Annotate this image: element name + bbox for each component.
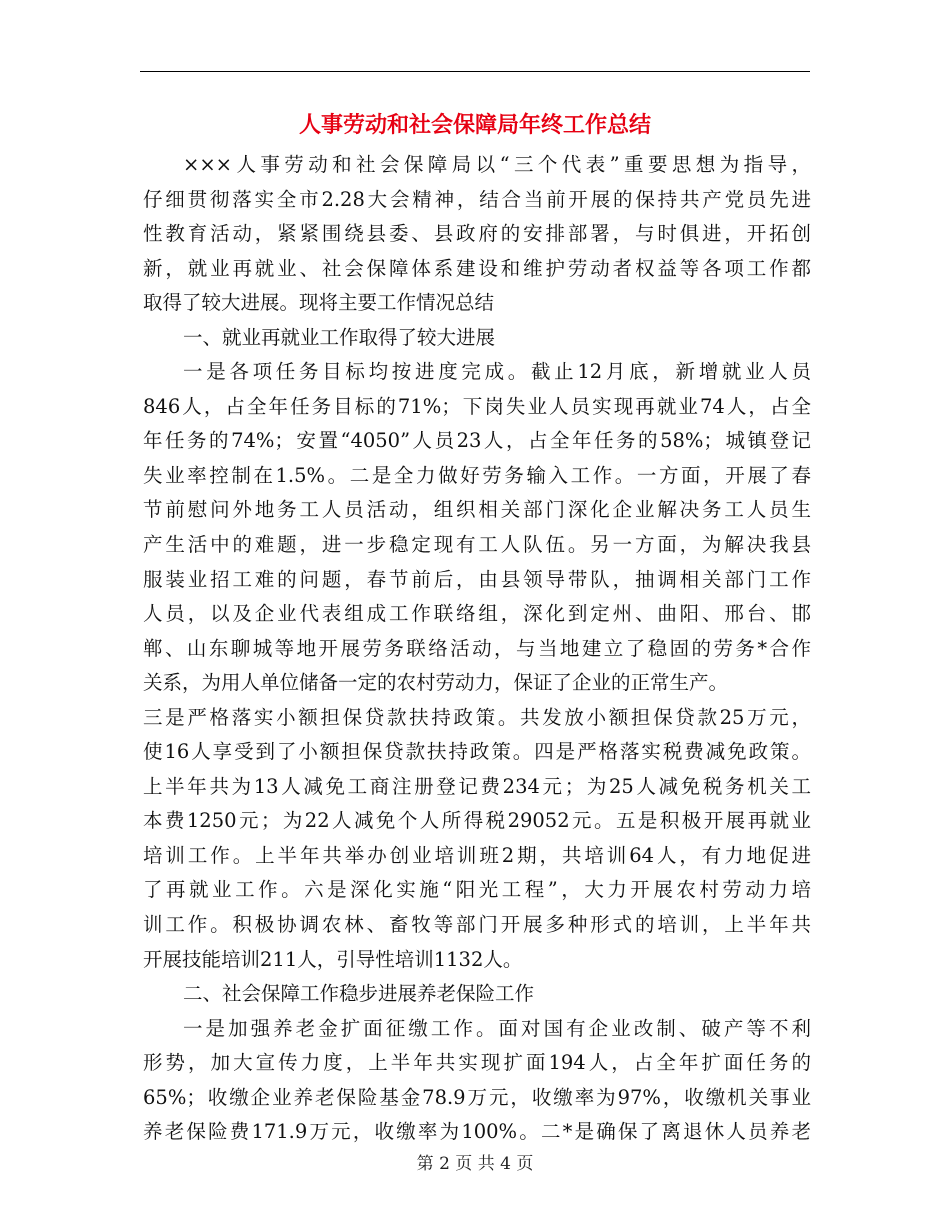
body-line: 关系，为用人单位储备一定的农村劳动力，保证了企业的正常生产。 bbox=[143, 671, 729, 695]
body-line: 65%；收缴企业养老保险基金78.9万元，收缴率为97%，收缴机关事业 bbox=[143, 1085, 811, 1109]
section-heading: 二、社会保障工作稳步进展养老保险工作 bbox=[183, 982, 535, 1006]
body-line: 本费1250元；为22人减免个人所得税29052元。五是积极开展再就业 bbox=[143, 809, 811, 833]
document-title: 人事劳动和社会保障局年终工作总结 bbox=[298, 113, 651, 138]
body-line: 年任务的74%；安置“4050”人员23人，占全年任务的58%；城镇登记 bbox=[143, 429, 811, 453]
body-line: 人员，以及企业代表组成工作联络组，深化到定州、曲阳、邢台、邯 bbox=[143, 602, 811, 626]
body-line: 开展技能培训211人，引导性培训1132人。 bbox=[143, 947, 523, 971]
body-line: 形势，加大宣传力度，上半年共实现扩面194人，占全年扩面任务的 bbox=[143, 1051, 811, 1075]
section-heading: 一、就业再就业工作取得了较大进展 bbox=[183, 325, 496, 349]
header-rule bbox=[140, 71, 810, 72]
body-line: 使16人享受到了小额担保贷款扶持政策。四是严格落实税费减免政策。 bbox=[143, 740, 811, 764]
body-line: 仔细贯彻落实全市2.28大会精神，结合当前开展的保持共产党员先进 bbox=[143, 187, 811, 211]
body-line: ×××人事劳动和社会保障局以“三个代表”重要思想为指导， bbox=[183, 153, 811, 176]
body-line: 郸、山东聊城等地开展劳务联络活动，与当地建立了稳固的劳务*合作 bbox=[143, 636, 811, 660]
body-line: 新，就业再就业、社会保障体系建设和维护劳动者权益等各项工作都 bbox=[143, 256, 811, 280]
body-line: 846人，占全年任务目标的71%；下岗失业人员实现再就业74人，占全 bbox=[143, 394, 811, 418]
body-line: 三是严格落实小额担保贷款扶持政策。共发放小额担保贷款25万元， bbox=[143, 705, 811, 729]
body-line: 失业率控制在1.5%。二是全力做好劳务输入工作。一方面，开展了春 bbox=[143, 463, 811, 487]
body-line: 培训工作。上半年共举办创业培训班2期，共培训64人，有力地促进 bbox=[143, 843, 811, 867]
body-line: 养老保险费171.9万元，收缴率为100%。二*是确保了离退休人员养老 bbox=[143, 1120, 811, 1144]
body-line: 节前慰问外地务工人员活动，组织相关部门深化企业解决务工人员生 bbox=[143, 498, 811, 522]
body-line: 性教育活动，紧紧围绕县委、县政府的安排部署，与时俱进，开拓创 bbox=[143, 222, 811, 246]
body-line: 训工作。积极协调农林、畜牧等部门开展多种形式的培训，上半年共 bbox=[143, 913, 811, 937]
body-line: 上半年共为13人减免工商注册登记费234元；为25人减免税务机关工 bbox=[143, 774, 811, 798]
body-line: 产生活中的难题，进一步稳定现有工人队伍。另一方面，为解决我县 bbox=[143, 533, 811, 557]
body-line: 了再就业工作。六是深化实施“阳光工程”，大力开展农村劳动力培 bbox=[143, 878, 811, 902]
body-line: 服装业招工难的问题，春节前后，由县领导带队，抽调相关部门工作 bbox=[143, 567, 811, 591]
body-line: 一是各项任务目标均按进度完成。截止12月底，新增就业人员 bbox=[183, 360, 811, 384]
body-line: 取得了较大进展。现将主要工作情况总结 bbox=[143, 291, 495, 315]
body-line: 一是加强养老金扩面征缴工作。面对国有企业改制、破产等不利 bbox=[183, 1016, 811, 1040]
page-number-footer: 第 2 页 共 4 页 bbox=[416, 1154, 534, 1174]
document-body bbox=[143, 148, 811, 1150]
